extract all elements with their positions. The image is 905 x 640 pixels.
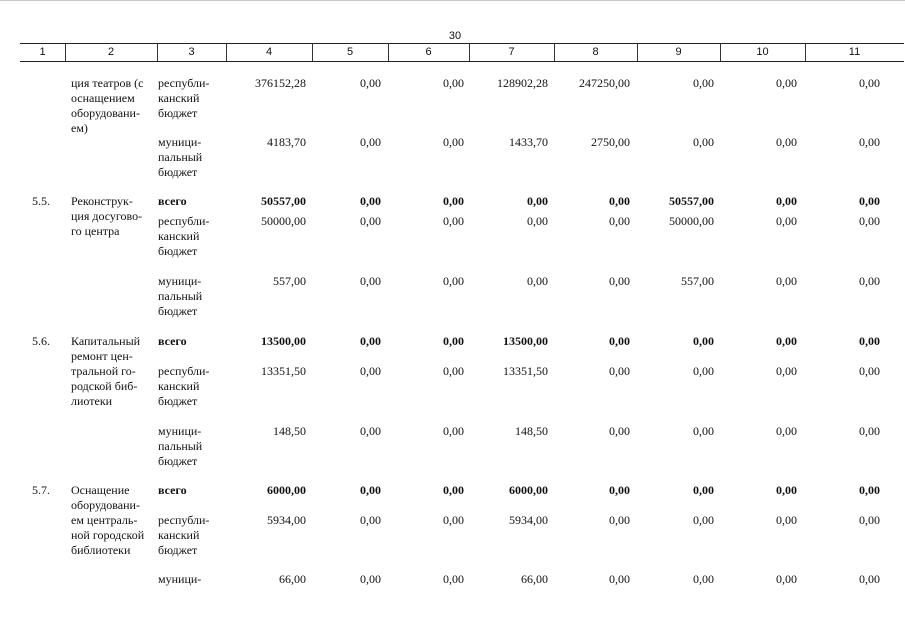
amount-cell-col-7: 5934,00 bbox=[509, 513, 548, 527]
amount-cell-col-5: 0,00 bbox=[360, 483, 381, 497]
header-col-3: 3 bbox=[188, 46, 195, 58]
amount-cell-col-11: 0,00 bbox=[859, 76, 880, 90]
amount-cell-col-5: 0,00 bbox=[360, 334, 381, 348]
amount-cell-col-11: 0,00 bbox=[859, 424, 880, 438]
amount-cell-col-5: 0,00 bbox=[360, 214, 381, 228]
item-name-line: лиотеки bbox=[71, 394, 113, 408]
header-col-9: 9 bbox=[675, 46, 682, 58]
amount-cell-col-7: 66,00 bbox=[521, 572, 548, 586]
amount-cell-col-10: 0,00 bbox=[776, 334, 797, 348]
amount-cell-col-11: 0,00 bbox=[859, 135, 880, 149]
amount-cell-col-7: 13351,50 bbox=[503, 364, 548, 378]
amount-cell-col-11: 0,00 bbox=[859, 214, 880, 228]
item-name-line: Реконструк- bbox=[71, 194, 133, 208]
amount-cell-col-7: 6000,00 bbox=[509, 483, 548, 497]
header-col-7: 7 bbox=[508, 46, 515, 58]
funding-source-line: пальный bbox=[158, 439, 203, 453]
item-name-line: го центра bbox=[71, 224, 120, 238]
header-divider bbox=[226, 44, 227, 61]
amount-cell-col-10: 0,00 bbox=[776, 76, 797, 90]
header-col-1: 1 bbox=[39, 46, 46, 58]
funding-source-line: муници- bbox=[158, 274, 202, 288]
amount-cell-col-5: 0,00 bbox=[360, 76, 381, 90]
amount-cell-col-9: 0,00 bbox=[693, 76, 714, 90]
amount-cell-col-6: 0,00 bbox=[443, 194, 464, 208]
funding-source-line: бюджет bbox=[158, 244, 198, 258]
amount-cell-col-4: 4183,70 bbox=[267, 135, 306, 149]
amount-cell-col-7: 13500,00 bbox=[503, 334, 548, 348]
amount-cell-col-10: 0,00 bbox=[776, 364, 797, 378]
amount-cell-col-6: 0,00 bbox=[443, 76, 464, 90]
amount-cell-col-8: 247250,00 bbox=[579, 76, 630, 90]
amount-cell-col-6: 0,00 bbox=[443, 364, 464, 378]
item-name-line: оборудовани- bbox=[71, 498, 140, 512]
funding-source-line: всего bbox=[158, 483, 187, 497]
amount-cell-col-6: 0,00 bbox=[443, 424, 464, 438]
funding-source-line: республи- bbox=[158, 364, 210, 378]
funding-source-line: всего bbox=[158, 334, 187, 348]
amount-cell-col-5: 0,00 bbox=[360, 274, 381, 288]
amount-cell-col-8: 0,00 bbox=[609, 572, 630, 586]
amount-cell-col-9: 0,00 bbox=[693, 513, 714, 527]
item-name-line: оснащением bbox=[71, 91, 135, 105]
amount-cell-col-11: 0,00 bbox=[859, 513, 880, 527]
item-name-line: ция досугово- bbox=[71, 209, 143, 223]
funding-source-line: бюджет bbox=[158, 454, 198, 468]
amount-cell-col-9: 0,00 bbox=[693, 424, 714, 438]
funding-source-line: пальный bbox=[158, 150, 203, 164]
amount-cell-col-11: 0,00 bbox=[859, 274, 880, 288]
amount-cell-col-8: 0,00 bbox=[609, 334, 630, 348]
item-name-line: библиотеки bbox=[71, 543, 131, 557]
funding-source-line: муници- bbox=[158, 424, 202, 438]
item-name-line: ремонт цен- bbox=[71, 349, 133, 363]
header-divider bbox=[720, 44, 721, 61]
header-divider bbox=[157, 44, 158, 61]
header-divider bbox=[469, 44, 470, 61]
header-col-4: 4 bbox=[265, 46, 273, 58]
amount-cell-col-10: 0,00 bbox=[776, 483, 797, 497]
amount-cell-col-4: 5934,00 bbox=[267, 513, 306, 527]
funding-source bbox=[158, 194, 187, 209]
item-name-line: Оснащение bbox=[71, 483, 130, 497]
funding-source bbox=[158, 334, 187, 349]
amount-cell-col-9: 0,00 bbox=[693, 135, 714, 149]
amount-cell-col-9: 0,00 bbox=[693, 334, 714, 348]
header-col-5: 5 bbox=[346, 46, 354, 58]
funding-source bbox=[158, 424, 202, 469]
amount-cell-col-4: 50557,00 bbox=[261, 194, 306, 208]
amount-cell-col-11: 0,00 bbox=[859, 334, 880, 348]
amount-cell-col-8: 0,00 bbox=[609, 214, 630, 228]
funding-source-line: бюджет bbox=[158, 304, 198, 318]
item-name-line: тральной го- bbox=[71, 364, 136, 378]
amount-cell-col-6: 0,00 bbox=[443, 214, 464, 228]
amount-cell-col-10: 0,00 bbox=[776, 135, 797, 149]
item-number: 5.7. bbox=[32, 483, 50, 497]
item-number: 5.6. bbox=[32, 334, 50, 348]
amount-cell-col-4: 13351,50 bbox=[261, 364, 306, 378]
amount-cell-col-5: 0,00 bbox=[360, 194, 381, 208]
amount-cell-col-5: 0,00 bbox=[360, 424, 381, 438]
amount-cell-col-9: 50557,00 bbox=[669, 194, 714, 208]
header-col-6: 6 bbox=[425, 46, 432, 58]
funding-source-line: бюджет bbox=[158, 106, 198, 120]
amount-cell-col-11: 0,00 bbox=[859, 364, 880, 378]
funding-source-line: республи- bbox=[158, 513, 210, 527]
amount-cell-col-11: 0,00 bbox=[859, 194, 880, 208]
amount-cell-col-5: 0,00 bbox=[360, 135, 381, 149]
amount-cell-col-10: 0,00 bbox=[776, 424, 797, 438]
amount-cell-col-8: 0,00 bbox=[609, 424, 630, 438]
amount-cell-col-4: 50000,00 bbox=[261, 214, 306, 228]
item-name-line: Капитальный bbox=[71, 334, 141, 348]
header-divider bbox=[805, 44, 806, 61]
funding-source-line: республи- bbox=[158, 214, 210, 228]
amount-cell-col-9: 0,00 bbox=[693, 364, 714, 378]
item-name-line: ной городской bbox=[71, 528, 145, 542]
item-name-line: оборудовани- bbox=[71, 106, 140, 120]
header-divider bbox=[312, 44, 313, 61]
amount-cell-col-10: 0,00 bbox=[776, 513, 797, 527]
amount-cell-col-6: 0,00 bbox=[443, 572, 464, 586]
funding-source-line: бюджет bbox=[158, 394, 198, 408]
amount-cell-col-6: 0,00 bbox=[443, 483, 464, 497]
funding-source-line: пальный bbox=[158, 289, 203, 303]
amount-cell-col-8: 0,00 bbox=[609, 513, 630, 527]
item-name bbox=[71, 483, 144, 558]
funding-source-line: муници- bbox=[158, 135, 202, 149]
funding-source bbox=[158, 572, 201, 587]
amount-cell-col-5: 0,00 bbox=[360, 572, 381, 586]
funding-source-line: муници- bbox=[158, 572, 202, 586]
amount-cell-col-4: 13500,00 bbox=[261, 334, 306, 348]
amount-cell-col-10: 0,00 bbox=[776, 274, 797, 288]
header-divider bbox=[388, 44, 389, 61]
column-number-header bbox=[20, 43, 904, 62]
funding-source bbox=[158, 135, 202, 180]
amount-cell-col-7: 0,00 bbox=[527, 274, 548, 288]
amount-cell-col-9: 0,00 bbox=[693, 483, 714, 497]
amount-cell-col-10: 0,00 bbox=[776, 572, 797, 586]
amount-cell-col-4: 557,00 bbox=[273, 274, 306, 288]
funding-source-line: бюджет bbox=[158, 165, 198, 179]
amount-cell-col-5: 0,00 bbox=[360, 513, 381, 527]
amount-cell-col-8: 0,00 bbox=[609, 364, 630, 378]
funding-source bbox=[158, 214, 209, 259]
amount-cell-col-6: 0,00 bbox=[443, 135, 464, 149]
item-name bbox=[71, 334, 140, 409]
funding-source bbox=[158, 483, 187, 498]
top-edge-line bbox=[0, 0, 905, 1]
item-name bbox=[71, 194, 142, 239]
amount-cell-col-6: 0,00 bbox=[443, 274, 464, 288]
funding-source-line: канский bbox=[158, 528, 200, 542]
amount-cell-col-6: 0,00 bbox=[443, 334, 464, 348]
funding-source bbox=[158, 364, 209, 409]
header-divider bbox=[554, 44, 555, 61]
amount-cell-col-9: 50000,00 bbox=[669, 214, 714, 228]
amount-cell-col-11: 0,00 bbox=[859, 572, 880, 586]
funding-source bbox=[158, 274, 202, 319]
amount-cell-col-8: 0,00 bbox=[609, 274, 630, 288]
funding-source-line: всего bbox=[158, 194, 187, 208]
amount-cell-col-10: 0,00 bbox=[776, 194, 797, 208]
amount-cell-col-8: 0,00 bbox=[609, 483, 630, 497]
amount-cell-col-9: 0,00 bbox=[693, 572, 714, 586]
header-divider bbox=[637, 44, 638, 61]
amount-cell-col-6: 0,00 bbox=[443, 513, 464, 527]
amount-cell-col-7: 148,50 bbox=[515, 424, 548, 438]
header-col-2: 2 bbox=[107, 46, 115, 58]
amount-cell-col-4: 148,50 bbox=[273, 424, 306, 438]
funding-source-line: канский bbox=[158, 379, 200, 393]
header-col-8: 8 bbox=[592, 46, 599, 58]
header-col-11: 11 bbox=[848, 46, 861, 58]
amount-cell-col-8: 0,00 bbox=[609, 194, 630, 208]
amount-cell-col-5: 0,00 bbox=[360, 364, 381, 378]
page-number: 30 bbox=[448, 30, 462, 42]
item-name-line: ем централь- bbox=[71, 513, 138, 527]
funding-source-line: канский bbox=[158, 229, 200, 243]
amount-cell-col-7: 0,00 bbox=[527, 214, 548, 228]
item-name-line: родской биб- bbox=[71, 379, 138, 393]
amount-cell-col-4: 6000,00 bbox=[267, 483, 306, 497]
item-name-line: ем) bbox=[71, 121, 88, 135]
item-name bbox=[71, 76, 143, 136]
amount-cell-col-7: 128902,28 bbox=[497, 76, 548, 90]
amount-cell-col-7: 1433,70 bbox=[509, 135, 548, 149]
header-col-10: 10 bbox=[756, 46, 769, 58]
amount-cell-col-11: 0,00 bbox=[859, 483, 880, 497]
item-number: 5.5. bbox=[32, 194, 50, 208]
funding-source-line: бюджет bbox=[158, 543, 198, 557]
amount-cell-col-10: 0,00 bbox=[776, 214, 797, 228]
item-name-line: ция театров (с bbox=[71, 76, 144, 90]
header-divider bbox=[65, 44, 66, 61]
amount-cell-col-8: 2750,00 bbox=[591, 135, 630, 149]
amount-cell-col-4: 66,00 bbox=[279, 572, 306, 586]
funding-source bbox=[158, 76, 209, 121]
funding-source-line: канский bbox=[158, 91, 200, 105]
funding-source bbox=[158, 513, 209, 558]
amount-cell-col-7: 0,00 bbox=[527, 194, 548, 208]
amount-cell-col-4: 376152,28 bbox=[255, 76, 306, 90]
funding-source-line: республи- bbox=[158, 76, 210, 90]
amount-cell-col-9: 557,00 bbox=[681, 274, 714, 288]
